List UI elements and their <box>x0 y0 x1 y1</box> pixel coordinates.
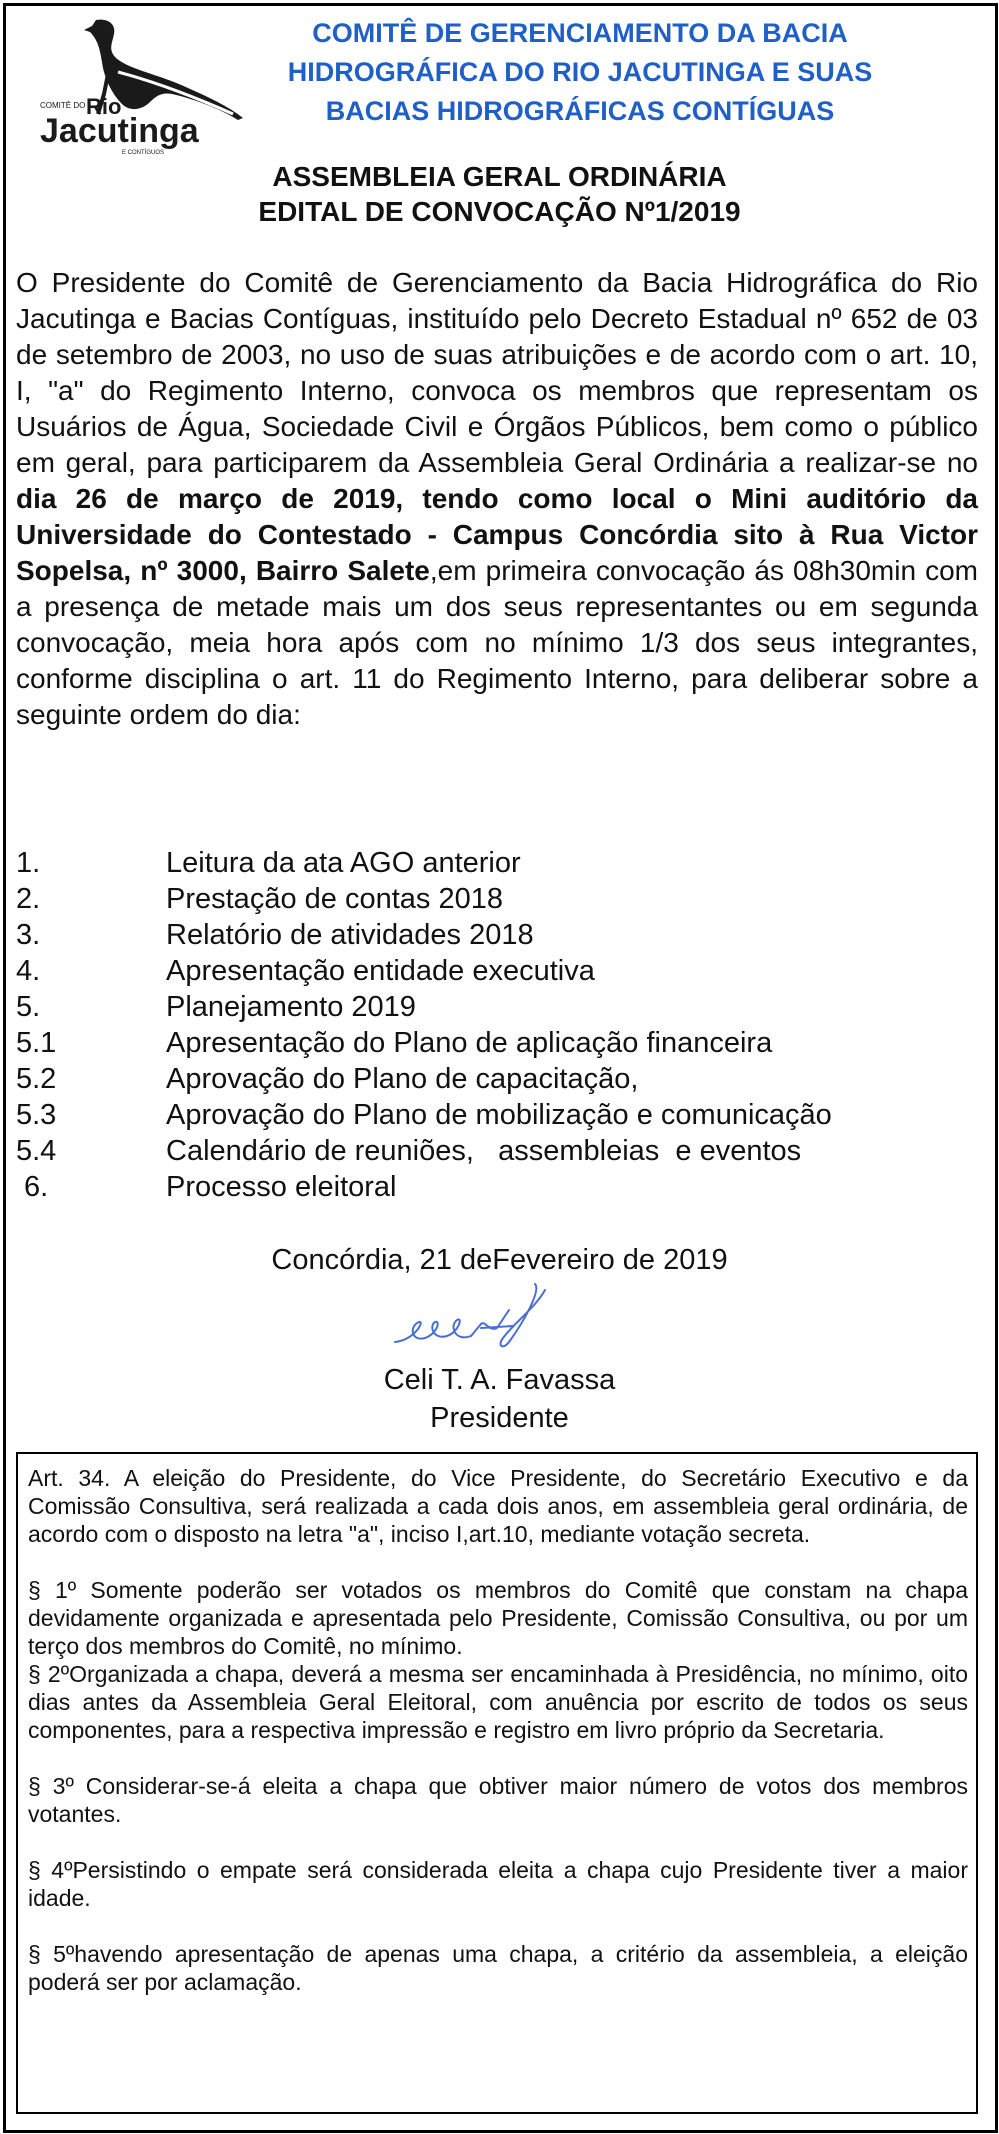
agenda-item <box>16 1169 978 1205</box>
agenda-item <box>16 917 978 953</box>
agenda-text: Planejamento 2019 <box>166 991 416 1023</box>
agenda-text: Aprovação do Plano de capacitação, <box>166 1063 639 1095</box>
logo-jacutinga: Jacutinga <box>40 112 199 150</box>
signer-role: Presidente <box>430 1402 569 1434</box>
intro-text: O Presidente do Comitê de Gerenciamento da Bacia Hidrográfica do Rio Jacutinga e Bacias Contíguas, instituído pelo Decreto Estadual nº 652 de 03 de setembro de 2003, no uso de suas atribuições e de acordo com o art. 10, I, "a" do Regimento Interno, convoca os membros que representam os Usuários de Água, Sociedade Civil e Órgãos Públicos, bem como o público em geral, para participarem da Assembleia Geral Ordinária a realizar-se no <box>16 267 978 478</box>
agenda-text: Relatório de atividades 2018 <box>166 919 534 951</box>
logo-suffix: E CONTÍGUOS <box>122 150 165 156</box>
article-34: Art. 34. A eleição do Presidente, do Vice Presidente, do Secretário Executivo e da Comissão Consultiva, será realizada a cada dois anos, em assembleia geral ordinária, de acordo com o disposto na letra "a", inciso I,art.10, mediante votação secreta. <box>28 1465 968 1547</box>
agenda-item <box>16 1061 978 1097</box>
agenda-number: 6. <box>16 1171 49 1203</box>
committee-logo <box>38 14 250 159</box>
agenda-number: 1. <box>16 847 41 879</box>
agenda-text: Apresentação do Plano de aplicação financeira <box>166 1027 773 1059</box>
agenda-text: Leitura da ata AGO anterior <box>166 847 521 879</box>
meeting-date-location: dia 26 de março de 2019, tendo como local o Mini auditório da Universidade do Contestado - Campus Concórdia sito à Rua Victor Sopelsa, nº 3000, Bairro Salete <box>16 483 978 586</box>
paragraph-1: § 1º Somente poderão ser votados os membros do Comitê que constam na chapa devidamente organizada e apresentada pelo Presidente, Comissão Consultiva, ou por um terço dos membros do Comitê, no mínimo. <box>28 1577 968 1659</box>
convocation-paragraph <box>16 265 978 733</box>
title-notice: EDITAL DE CONVOCAÇÃO Nº1/2019 <box>258 196 741 227</box>
agenda-number: 3. <box>16 919 41 951</box>
bylaws-excerpt <box>28 1464 968 1996</box>
paragraph-4: § 4ºPersistindo o empate será considerada eleita a chapa cujo Presidente tiver a maior idade. <box>28 1857 968 1911</box>
agenda-number: 5.3 <box>16 1099 57 1131</box>
signature-image <box>385 1280 585 1360</box>
agenda-text: Calendário de reuniões, assembleias e eventos <box>166 1135 802 1167</box>
org-line-3: BACIAS HIDROGRÁFICAS CONTÍGUAS <box>325 96 835 126</box>
agenda-number: 5.1 <box>16 1027 57 1059</box>
logo-small-text: COMITÊ DO <box>40 101 86 110</box>
paragraph-3: § 3º Considerar-se-á eleita a chapa que obtiver maior número de votos dos membros votantes. <box>28 1773 968 1827</box>
place-date: Concórdia, 21 deFevereiro de 2019 <box>271 1244 728 1276</box>
organization-name <box>260 14 900 131</box>
agenda-item <box>16 953 978 989</box>
agenda-number: 5.4 <box>16 1135 57 1167</box>
org-line-2: HIDROGRÁFICA DO RIO JACUTINGA E SUAS <box>287 57 873 87</box>
agenda-number: 5.2 <box>16 1063 57 1095</box>
bylaws-excerpt-box <box>16 1452 978 2114</box>
agenda-item <box>16 845 978 881</box>
agenda-number: 2. <box>16 883 41 915</box>
agenda-text: Prestação de contas 2018 <box>166 883 503 915</box>
signer-name: Celi T. A. Favassa <box>383 1364 616 1396</box>
agenda-text: Aprovação do Plano de mobilização e comunicação <box>166 1099 832 1131</box>
agenda-item <box>16 989 978 1025</box>
agenda-number: 4. <box>16 955 41 987</box>
agenda-text: Processo eleitoral <box>166 1171 397 1203</box>
convocation-details: ,em primeira convocação ás 08h30min com a presença de metade mais um dos seus representantes ou em segunda convocação, meia hora após com no mínimo 1/3 dos seus integrantes, conforme disciplina o art. 11 do Regimento Interno, para deliberar sobre a seguinte ordem do dia: <box>16 555 978 730</box>
agenda-item <box>16 1133 978 1169</box>
org-line-1: COMITÊ DE GERENCIAMENTO DA BACIA <box>312 18 848 48</box>
agenda-text: Apresentação entidade executiva <box>166 955 595 987</box>
agenda-item <box>16 881 978 917</box>
agenda-item <box>16 1025 978 1061</box>
agenda-number: 5. <box>16 991 41 1023</box>
paragraph-2: § 2ºOrganizada a chapa, deverá a mesma ser encaminhada à Presidência, no mínimo, oito dias antes da Assembleia Geral Eleitoral, com anuência por escrito de todos os seus componentes, para a respectiva impressão e registro em livro próprio da Secretaria. <box>28 1661 968 1743</box>
agenda-list <box>16 845 978 1205</box>
paragraph-5: § 5ºhavendo apresentação de apenas uma chapa, a critério da assembleia, a eleição poderá ser por aclamação. <box>28 1941 968 1995</box>
title-assembly: ASSEMBLEIA GERAL ORDINÁRIA <box>272 161 727 192</box>
agenda-item <box>16 1097 978 1133</box>
logo-rio: Rio <box>86 94 122 119</box>
